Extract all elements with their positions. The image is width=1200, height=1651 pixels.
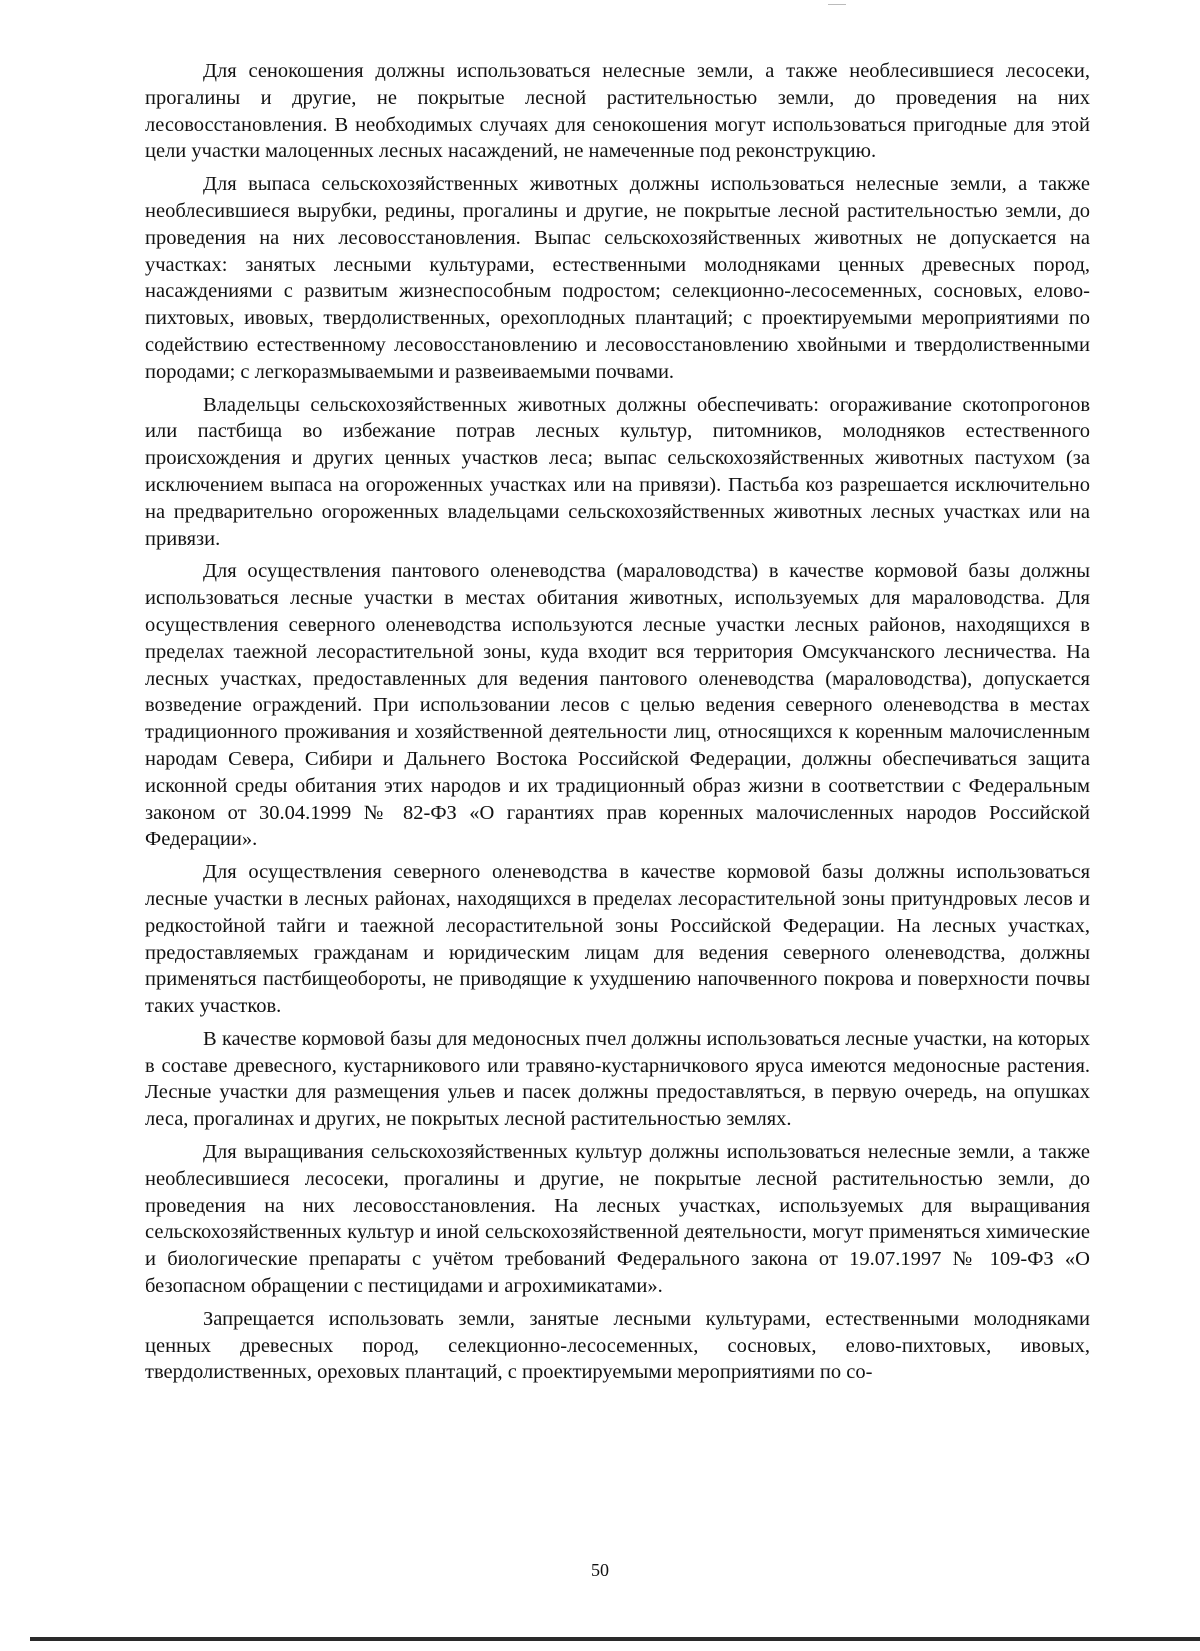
paragraph-haymaking: Для сенокошения должны использоваться нелесные земли, а также необлесившиеся лесосеки, прогалины и другие, не покрытые лесной растительностью земли, до проведения на них лесовосстановления. В необходимых случаях для сенокошения могут использоваться пригодные для этой цели участки малоценных лесных насаждений, не намеченные под реконструкцию. bbox=[145, 60, 1090, 163]
paragraph-prohibition: Запрещается использовать земли, занятые лесными культурами, естественными молодняками ценных древесных пород, селекционно-лесосеменных, сосновых, елово-пихтовых, ивовых, твердолиственных, ореховых плантаций, с проектируемыми мероприятиями по со- bbox=[145, 1307, 1090, 1384]
bottom-border-rule bbox=[30, 1637, 1200, 1641]
paragraph-deer-breeding: Для осуществления пантового оленеводства (мараловодства) в качестве кормовой базы должны использоваться лесные участки в местах обитания животных, используемых для мараловодства. Для осуществления северного оленеводства используются лесные участки лесных районов, находящихся в пределах таежной лесорастительной зоны, куда входит вся территория Омсукчанского лесничества. На лесных участках, предоставленных для ведения пантового оленеводства (мараловодства), допускается возведение ограждений. При использовании лесов с целью ведения северного оленеводства в местах традиционного проживания и хозяйственной деятельности лиц, относящихся к коренным малочисленным народам Севера, Сибири и Дальнего Востока Российской Федерации, должны обеспечиваться защита исконной среды обитания этих народов и их традиционный образ жизни в соответствии с Федеральным законом от 30.04.1999 № 82-ФЗ «О гарантиях прав коренных малочисленных народов Российской Федерации». bbox=[145, 560, 1090, 851]
paragraph-northern-reindeer: Для осуществления северного оленеводства в качестве кормовой базы должны использоваться лесные участки в лесных районах, находящихся в пределах лесорастительной зоны притундровых лесов и редкостойной тайги и таежной лесорастительной зоны Российской Федерации. На лесных участках, предоставляемых гражданам и юридическим лицам для ведения северного оленеводства, должны применяться пастбищеобороты, не приводящие к ухудшению напочвенного покрова и поверхности почвы таких участков. bbox=[145, 861, 1090, 1018]
document-body bbox=[145, 58, 1090, 1392]
scan-speck bbox=[828, 4, 846, 5]
page-number: 50 bbox=[591, 1560, 609, 1580]
paragraph-beekeeping: В качестве кормовой базы для медоносных пчел должны использоваться лесные участки, на которых в составе древесного, кустарникового или травяно-кустарничкового яруса имеются медоносные растения. Лесные участки для размещения ульев и пасек должны предоставляться, в первую очередь, на опушках леса, прогалинах и других, не покрытых лесной растительностью землях. bbox=[145, 1027, 1090, 1131]
paragraph-crop-growing: Для выращивания сельскохозяйственных культур должны использоваться нелесные земли, а также необлесившиеся лесосеки, прогалины и другие, не покрытые лесной растительностью земли, до проведения на них лесовосстановления. На лесных участках, используемых для выращивания сельскохозяйственных культур и иной сельскохозяйственной деятельности, могут применяться химические и биологические препараты с учётом требований Федерального закона от 19.07.1997 № 109-ФЗ «О безопасном обращении с пестицидами и агрохимикатами». bbox=[145, 1141, 1090, 1298]
paragraph-livestock-owners: Владельцы сельскохозяйственных животных должны обеспечивать: огораживание скотопрогонов или пастбища во избежание потрав лесных культур, питомников, молодняков естественного происхождения и других ценных участков леса; выпас сельскохозяйственных животных пастухом (за исключением выпаса на огороженных участках или на привязи). Пастьба коз разрешается исключительно на предварительно огороженных владельцами сельскохозяйственных животных лесных участках или на привязи. bbox=[145, 393, 1090, 550]
paragraph-grazing: Для выпаса сельскохозяйственных животных должны использоваться нелесные земли, а также необлесившиеся вырубки, редины, прогалины и другие, не покрытые лесной растительностью земли, до проведения на них лесовосстановления. Выпас сельскохозяйственных животных не допускается на участках: занятых лесными культурами, естественными молодняками ценных древесных пород, насаждениями с развитым жизнеспособным подростом; селекционно-лесосеменных, сосновых, елово-пихтовых, ивовых, твердолиственных, орехоплодных плантаций; с проектируемыми мероприятиями по содействию естественному лесовосстановлению и лесовосстановлению хвойными и твердолиственными породами; с легкоразмываемыми и развеиваемыми почвами. bbox=[145, 173, 1090, 383]
